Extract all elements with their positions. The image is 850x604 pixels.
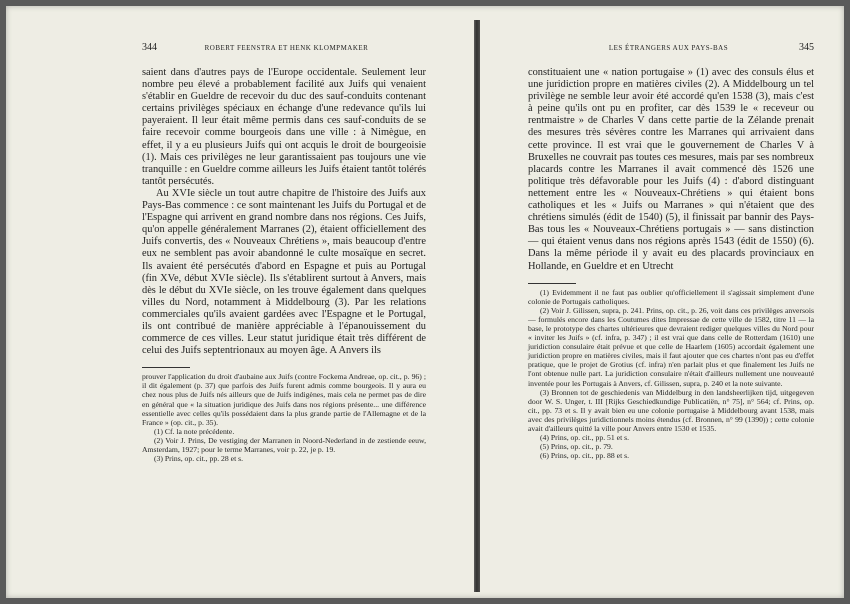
right-paragraph: constituaient une « nation portugaise » (1) avec des consuls élus et une juridiction propre en matières civiles (2). A Middelbourg un tel privilège ne semble leur avoir été accordé qu'en 1538 (3), mais c'est à peine qu'ils ont pu en profiter, car dès 1539 le « receveur ou rentmaistre » de Charles V dans cette partie de la Zélande prenait des mesures très sévères contre les Marranes qui arrivaient dans cette province. Il est vrai que le gouvernement de Charles V à Bruxelles ne couvrait pas toutes ces mesures, mais par ses nombreux placards contre les Marranes il avait commencé dès 1526 une politique très défavorable pour les Juifs (4) : d'abord distinguant nettement entre les « Nouveaux-Chrétiens » qui étaient bons catholiques et les « Juifs ou Marranes » qui n'étaient que des chrétiens simulés (édit de 1540) (5), il finissait par bannir des Pays-Bas tous les « Nouveaux-Chrétiens portugais » — sans distinction — qui étaient venus dans nos régions après 1543 (édit de 1550) (6). Dans la même période il y avait eu des placards provinciaux en Hollande, en Gueldre et en Utrecht — [528, 67, 814, 272]
right-footnote: (1) Evidemment il ne faut pas oublier qu'officiellement il s'agissait simplement d'une colonie de Portugais catholiques. — [528, 287, 814, 306]
left-page — [142, 42, 426, 463]
footnote-rule — [528, 283, 576, 284]
left-running-header — [142, 42, 426, 53]
left-footnote: (3) Prins, op. cit., pp. 28 et s. — [154, 454, 244, 464]
right-footnote: (2) Voir J. Gilissen, supra, p. 241. Prins, op. cit., p. 26, voit dans ces privilèges anversois — formulés encore dans les Coutumes dites Impressae de cette ville de 1582, titre 11 — la base, le prototype des chartes ultérieures que devraient rediger quelques villes du Nord pour « inviter les Juifs » (cf. infra, p. 347) ; il est vrai que dans celle de Rotterdam (1610) une juridiction consulaire était prévue et que celle de Haarlem (1605) accordait également une juridiction propre en matières civiles, mais il faut ajouter que ces chartes n'ont pas eu d'effet pratique, que le projet de Grotius (cf. infra) n'en parlait plus et que finalement les Juifs ne l'ont obtenue nulle part. La juridiction consulaire n'était d'ailleurs nullement une nouveauté inventée pour les Portugais à Anvers, cf. Gilissen, supra, p. 240 et la note suivante. — [528, 305, 814, 388]
left-footnotes — [142, 372, 426, 463]
left-footnote: prouver l'application du droit d'aubaine aux Juifs (contre Fockema Andreae, op. cit., p. 96) ; il dit également (p. 37) que parfois des Juifs furent admis comme bourgeois. Il y aura eu chez nous plus de Juifs nés ailleurs que de Juifs indigènes, mais cela ne permet pas de dire en général que « la situation juridique des Juifs dans nos régions présente... une différence essentielle avec celles qu'ils possédaient dans la plus grande partie de l'Allemagne et de la France » (op. cit., p. 35). — [142, 372, 426, 427]
right-page-number: 345 — [798, 42, 814, 53]
left-footnote: (2) Voir J. Prins, De vestiging der Marranen in Noord-Nederland in de zestiende eeuw, Amsterdam, 1927; pour le terme Marranes, voir p. 22, je p. 19. — [142, 435, 426, 454]
right-footnotes — [528, 288, 814, 461]
left-footnote: (1) Cf. la note précédente. — [154, 426, 235, 436]
right-running-header — [528, 42, 814, 53]
right-footnote: (4) Prins, op. cit., pp. 51 et s. — [540, 433, 630, 443]
right-footnote: (6) Prins, op. cit., pp. 88 et s. — [540, 451, 630, 461]
right-body — [528, 67, 814, 273]
left-running-head: ROBERT FEENSTRA ET HENK KLOMPMAKER — [204, 44, 369, 52]
left-paragraph: saient dans d'autres pays de l'Europe occidentale. Seulement leur nombre peu élevé a probablement facilité aux Juifs qui venaient s'établir en Gueldre de recevoir du duc des sauf-conduits contenant certains privilèges spéciaux en échange d'une redevance qu'ils lui payeraient. Il leur était même permis dans ces sauf-conduits de se faire recevoir comme bourgeois dans une ville : à Nimègue, en effet, il y a eu plusieurs Juifs qui ont acquis le droit de bourgeoisie (1). Mais ces privilèges ne leur garantissaient pas toujours une vie tranquille : en Gueldre comme ailleurs les Juifs étaient tantôt tolérés tantôt persécutés. — [142, 67, 426, 187]
right-running-head: LES ÉTRANGERS AUX PAYS-BAS — [608, 44, 729, 52]
left-body — [142, 67, 426, 357]
footnote-rule — [142, 367, 190, 368]
left-page-number: 344 — [142, 42, 157, 53]
left-paragraph: Au XVIe siècle un tout autre chapitre de l'histoire des Juifs aux Pays-Bas commence : ce sont maintenant les Juifs du Portugal et de l'Espagne qui arrivent en grand nombre dans nos régions. Ces Juifs, qu'on appelle généralement Marranes (2), étaient officiellement des Juifs convertis, des « Nouveaux Chrétiens », mais beaucoup d'entre eux ne semblent pas avoir abandonné le culte mosaïque en secret. Ils avaient été persécutés d'abord en Espagne et puis au Portugal (fin XVe, début XVIe siècle). Ils s'établirent surtout à Anvers, mais dès le début du XVIe siècle, on les trouve également dans quelques villes du Nord, notamment à Middelbourg (3). Par les relations commerciales qu'ils avaient gardées avec l'Espagne et le Portugal, ils ont contribué de manière appréciable à l'épanouissement du commerce de ces villes. Leur statut juridique était très différent de celui des Juifs septentrionaux au moyen âge. A Anvers ils — [142, 187, 426, 357]
book-gutter — [474, 20, 480, 592]
right-footnote: (3) Bronnen tot de geschiedenis van Middelburg in den landsheerlijken tijd, uitgegeven door W. S. Unger, t. III [Rijks Geschiedkundige Publicatiën, n° 75], n° 564; cf. Prins, op. cit., pp. 73 et s. Il y avait bien eu une colonie portugaise à Middelbourg avant 1538, mais avec des privilèges juridictionnels moins étendus (cf. Bronnen, n° 99 (1390)) ; cette colonie avait d'ailleurs quitté la ville pour Anvers entre 1530 et 1535. — [528, 387, 814, 433]
scanned-spread — [6, 6, 844, 598]
right-page — [528, 42, 814, 460]
right-footnote: (5) Prins, op. cit., p. 79. — [540, 442, 613, 452]
